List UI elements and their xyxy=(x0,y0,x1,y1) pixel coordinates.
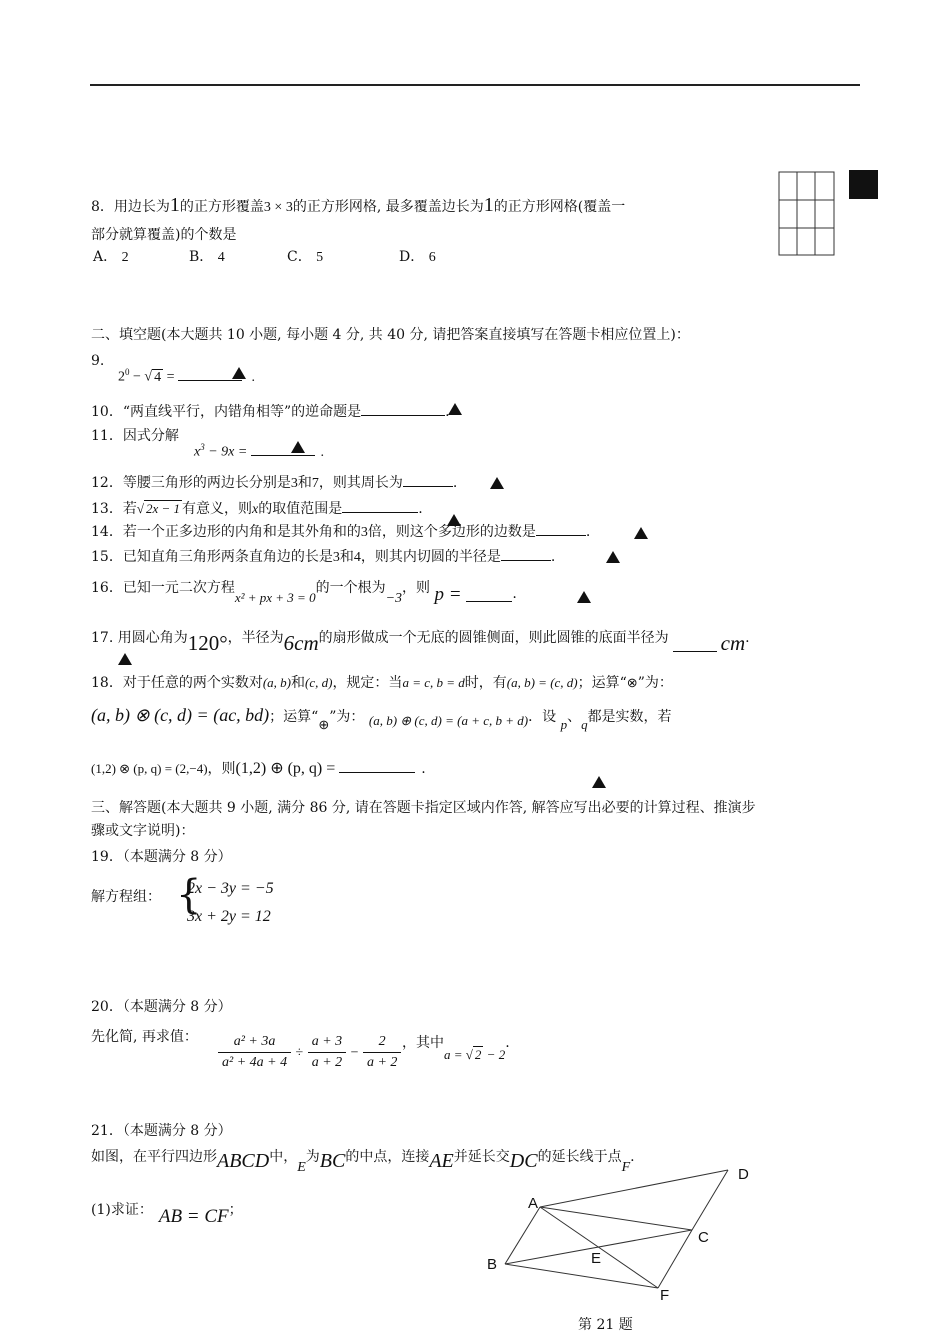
q21-text: 为 xyxy=(305,1149,320,1165)
option-value: 4 xyxy=(217,250,225,265)
q20-header: 20．（本题满分 8 分） xyxy=(91,999,232,1015)
section3-line1: 三、解答题(本大题共 9 小题, 满分 86 分, 请在答题卡指定区域内作答, 解答应写出必要的计算过程、推演步 xyxy=(91,800,756,816)
q12-n1: 3 xyxy=(290,476,298,491)
q13-radicand: 2x − 1 xyxy=(145,501,181,516)
q20-given: ，其中a = √ 2 − 2. xyxy=(402,1035,510,1062)
q17-radius: 6cm xyxy=(283,631,319,655)
q15-n1: 3 xyxy=(332,550,340,565)
q8-text: 的正方形网格(覆盖一 xyxy=(493,199,626,215)
q11-text: 11．因式分解 xyxy=(91,428,179,444)
q11-exp: 3 xyxy=(200,442,205,452)
q16-text: 16．已知一元二次方程 xyxy=(91,580,235,596)
figure-caption: 第 21 题 xyxy=(578,1317,633,1333)
q12-period: . xyxy=(452,475,458,491)
oplus-icon: ⊕ xyxy=(318,717,330,732)
triangle-icon xyxy=(592,776,606,788)
option-label: D． xyxy=(399,249,425,265)
q12 xyxy=(91,472,457,493)
option-b xyxy=(189,248,225,267)
q16-text: ，则 xyxy=(402,580,431,596)
q8-text: 的正方形网格, 最多覆盖边长为 xyxy=(292,199,484,215)
triangle-icon xyxy=(118,653,132,665)
q8-line2: 部分就算覆盖)的个数是 xyxy=(91,227,237,243)
q18-given: (1,2) ⊗ (p, q) = (2,−4) xyxy=(91,761,208,776)
q18-text: ”为： xyxy=(637,675,673,691)
q20-fraction-1 xyxy=(218,1034,291,1071)
point-b-label: B xyxy=(487,1256,498,1273)
q18-period: . xyxy=(421,761,426,777)
q18-text: ”为： xyxy=(329,709,365,725)
option-value: 5 xyxy=(316,250,324,265)
triangle-icon xyxy=(447,514,461,526)
q14-text: 14．若一个正多边形的内角和是其外角和的 xyxy=(91,524,361,540)
q8-line1 xyxy=(91,196,625,217)
q21-e: E xyxy=(297,1160,306,1175)
q10-text: 10．“两直线平行，内错角相等”的逆命题是 xyxy=(91,404,362,420)
q9-radicand: 4 xyxy=(154,369,162,385)
triangle-icon xyxy=(490,477,504,489)
triangle-icon xyxy=(232,367,246,379)
q21-f: F xyxy=(621,1160,631,1175)
q20-radicand: 2 xyxy=(474,1047,482,1062)
q19-header: 19．（本题满分 8 分） xyxy=(91,849,232,865)
q21-text: 的延长线于点 xyxy=(537,1149,622,1165)
q16-equation: x² + px + 3 = 0 xyxy=(234,590,316,605)
q18-text: ；运算“ xyxy=(269,709,319,725)
q19-prompt: 解方程组： xyxy=(91,889,161,905)
option-label: A． xyxy=(93,249,118,265)
q8-text: 8．用边长为 xyxy=(91,199,170,215)
triangle-icon xyxy=(634,527,648,539)
q17-angle: 120° xyxy=(187,631,228,655)
q21-part1-end: ； xyxy=(228,1202,243,1218)
q20-fraction-3 xyxy=(363,1034,401,1071)
q21-text: 的中点，连接 xyxy=(345,1149,430,1165)
q12-text: 12．等腰三角形的两边长分别是 xyxy=(91,475,291,491)
q13-answer-blank xyxy=(342,498,418,513)
q20-minus: − xyxy=(350,1045,359,1061)
point-f-label: F xyxy=(660,1287,670,1304)
q20-expression xyxy=(218,1034,401,1071)
q8-one: 1 xyxy=(483,194,494,216)
q20-fraction-2 xyxy=(308,1034,346,1071)
q13-text: 的取值范围是 xyxy=(258,501,343,517)
q18-pair2: (c, d) xyxy=(305,675,333,690)
triangle-icon xyxy=(577,591,591,603)
q21-bc: BC xyxy=(319,1150,346,1172)
q18-ask: (1,2) ⊕ (p, q) = xyxy=(235,760,340,777)
q11-base: x xyxy=(194,444,201,460)
q8-grid-figure xyxy=(778,171,836,257)
option-c xyxy=(287,248,323,267)
q21-dc: DC xyxy=(509,1150,538,1172)
q21-parallelogram-figure xyxy=(480,1160,770,1310)
q20-period: . xyxy=(505,1035,510,1051)
fraction-numerator: a + 3 xyxy=(308,1034,346,1053)
header-rule xyxy=(90,84,860,86)
q9-num: 9. xyxy=(91,353,105,369)
q9-base: 2 xyxy=(118,369,125,385)
q18-answer-blank xyxy=(339,758,415,773)
q16-text: 的一个根为 xyxy=(315,580,386,596)
q11-rest: − 9x = xyxy=(204,444,251,460)
q18-def-oplus: (a, b) ⊕ (c, d) = (a + c, b + d) xyxy=(368,713,529,728)
q10 xyxy=(91,401,450,421)
q8-grid-size: 3 × 3 xyxy=(263,200,293,215)
fraction-denominator: a + 2 xyxy=(366,1055,398,1070)
option-a xyxy=(93,248,129,267)
q18-def-otimes: (a, b) ⊗ (c, d) = (ac, bd) xyxy=(91,705,270,725)
fraction-denominator: a² + 4a + 4 xyxy=(222,1055,288,1070)
q8-one: 1 xyxy=(169,194,180,216)
q19-eq2: 3x + 2y = 12 xyxy=(187,908,271,925)
q11-period: . xyxy=(320,444,325,460)
fraction-numerator: 2 xyxy=(363,1034,401,1053)
q12-text: 和 xyxy=(297,475,312,491)
q19-eq1: 2x − 3y = −5 xyxy=(187,880,274,897)
q20-given-a: a = xyxy=(444,1047,466,1062)
q15-text: ，则其内切圆的半径是 xyxy=(360,549,501,565)
triangle-icon xyxy=(606,551,620,563)
q10-period: . xyxy=(445,404,450,420)
q18-text: 、 xyxy=(567,709,582,725)
q16-period: . xyxy=(512,586,517,602)
q14 xyxy=(91,521,590,542)
q17-text: 的扇形做成一个无底的圆锥侧面，则此圆锥的底面半径为 xyxy=(318,630,669,646)
fraction-denominator: a + 2 xyxy=(311,1055,343,1070)
q8-text: 的正方形覆盖 xyxy=(179,199,264,215)
q16-p: p = xyxy=(434,584,467,605)
q18-text: 和 xyxy=(291,675,305,691)
q13-text: 有意义，则 xyxy=(182,501,253,517)
section2-header: 二、填空题(本大题共 10 小题, 每小题 4 分, 共 40 分, 请把答案直接填写在答题卡相应位置上)： xyxy=(91,327,690,343)
q21-text: 并延长交 xyxy=(453,1149,510,1165)
q18-p: p xyxy=(560,717,568,732)
q11-answer-blank xyxy=(251,441,315,456)
q14-text: 倍，则这个多边形的边数是 xyxy=(367,524,536,540)
q19-brace: { xyxy=(176,872,202,918)
q17-period: . xyxy=(745,630,750,646)
q18-text: ，则 xyxy=(207,761,236,777)
q13-period: . xyxy=(418,501,423,517)
q15-period: . xyxy=(550,549,556,565)
point-c-label: C xyxy=(698,1229,709,1246)
q18-pair1: (a, b) xyxy=(262,675,291,690)
q21-header: 21．（本题满分 8 分） xyxy=(91,1123,232,1139)
q15-answer-blank xyxy=(501,546,551,561)
q17-unit: cm xyxy=(720,631,746,655)
q15-text: 15．已知直角三角形两条直角边的长是 xyxy=(91,549,333,565)
q20-div: ÷ xyxy=(295,1045,304,1061)
otimes-icon: ⊗ xyxy=(626,675,638,690)
black-square-icon xyxy=(849,170,878,199)
q17-answer-blank xyxy=(673,637,717,652)
option-label: C． xyxy=(287,249,312,265)
q20-text: ，其中 xyxy=(402,1035,444,1051)
q13: 13．若√ 2x − 1 有意义，则x的取值范围是 . xyxy=(91,498,423,519)
q16-answer-blank xyxy=(466,587,512,602)
q21-part1-text: (1)求证： xyxy=(91,1202,153,1218)
q18-text: ，规定：当 xyxy=(332,675,403,691)
q12-answer-blank xyxy=(403,472,453,487)
q14-n: 3 xyxy=(360,525,368,540)
point-a-label: A xyxy=(528,1195,539,1212)
q12-n2: 7 xyxy=(311,476,319,491)
q18-line1 xyxy=(91,674,673,692)
q9-op: − xyxy=(129,369,145,385)
q17-text: 17. 用圆心角为 xyxy=(91,630,188,646)
q16-root: −3 xyxy=(385,591,403,606)
q20-given-b: − 2 xyxy=(483,1047,506,1062)
q20-prompt: 先化简, 再求值： xyxy=(91,1029,198,1045)
q14-answer-blank xyxy=(536,521,586,536)
q21-text: 中， xyxy=(269,1149,298,1165)
triangle-icon xyxy=(291,441,305,453)
q13-var: x xyxy=(252,502,259,517)
point-d-label: D xyxy=(738,1166,749,1183)
q18-text: ；运算“ xyxy=(577,675,627,691)
q14-period: . xyxy=(585,524,591,540)
q17 xyxy=(91,626,750,655)
q18-text: 都是实数，若 xyxy=(587,709,672,725)
q15-text: 和 xyxy=(339,549,354,565)
q10-answer-blank xyxy=(361,401,445,416)
q18-q: q xyxy=(581,717,588,732)
option-value: 2 xyxy=(121,250,129,265)
q18-equality: (a, b) = (c, d) xyxy=(506,675,578,690)
q16 xyxy=(91,577,517,606)
q15-n2: 4 xyxy=(353,550,361,565)
q9-eq: = xyxy=(163,369,178,385)
triangle-icon xyxy=(448,403,462,415)
q21-period: . xyxy=(630,1149,635,1165)
q17-text: ，半径为 xyxy=(227,630,284,646)
q21-part1 xyxy=(91,1200,243,1227)
q9-exp: 0 xyxy=(125,367,130,377)
q18-text: 18．对于任意的两个实数对 xyxy=(91,675,263,691)
q12-text: ，则其周长为 xyxy=(318,475,403,491)
q18-condition: a = c, b = d xyxy=(402,675,465,690)
fraction-numerator: a² + 3a xyxy=(218,1034,291,1053)
q11 xyxy=(91,427,179,445)
q13-text: 13．若 xyxy=(91,501,137,517)
section3-line2: 骤或文字说明)： xyxy=(91,823,195,839)
q18-text: 时，有 xyxy=(464,675,507,691)
q21-abcd: ABCD xyxy=(217,1150,270,1172)
q21-part1-expr: AB = CF xyxy=(158,1206,229,1227)
q21-ae: AE xyxy=(429,1150,454,1172)
q21-text: 如图，在平行四边形 xyxy=(91,1149,217,1165)
q9-period: . xyxy=(251,369,255,385)
option-label: B． xyxy=(189,249,214,265)
option-value: 6 xyxy=(428,250,436,265)
q9-expr: $2^0$ − √ 4 = . xyxy=(118,367,255,385)
q18-text: ．设 xyxy=(528,709,557,725)
q18-line3 xyxy=(91,758,426,778)
q18-line2 xyxy=(91,705,672,732)
option-d xyxy=(399,248,436,267)
point-e-label: E xyxy=(591,1250,602,1267)
q15 xyxy=(91,546,555,567)
